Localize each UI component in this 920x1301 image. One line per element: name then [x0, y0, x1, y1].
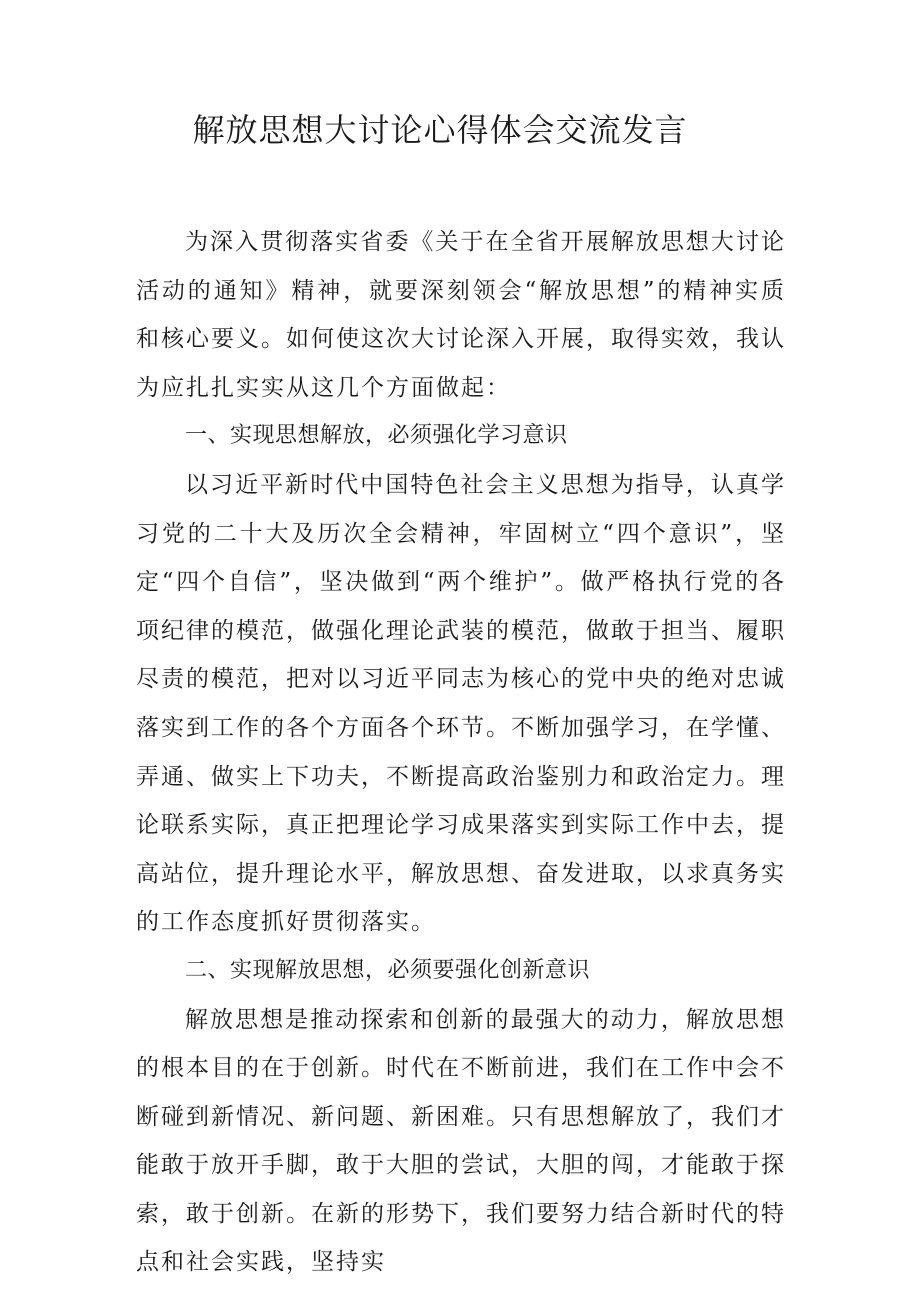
section-1-heading: 一、实现思想解放，必须强化学习意识 [185, 423, 568, 449]
document-title: 解放思想大讨论心得体会交流发言 [192, 111, 688, 149]
section-1-paragraph: 以习近平新时代中国特色社会主义思想为指导，认真学习党的二十大及历次全会精神，牢固树立“四个意识”，坚定“四个自信”，坚决做到“两个维护”。做严格执行党的各项纪律的模范，做强化理论武装的模范，做敢于担当、履职尽责的模范，把对以习近平同志为核心的党中央的绝对忠诚落实到工作的各个方面各个环节。不断加强学习，在学懂、弄通、做实上下功夫，不断提高政治鉴别力和政治定力。理论联系实际，真正把理论学习成果落实到实际工作中去，提高站位，提升理论水平，解放思想、奋发进取，以求真务实的工作态度抓好贯彻落实。 [136, 471, 786, 936]
section-2-paragraph: 解放思想是推动探索和创新的最强大的动力，解放思想的根本目的在于创新。时代在不断前进，我们在工作中会不断碰到新情况、新问题、新困难。只有思想解放了，我们才能敢于放开手脚，敢于大胆的尝试，大胆的闯，才能敢于探索，敢于创新。在新的形势下，我们要努力结合新时代的特点和社会实践，坚持实 [136, 1006, 786, 1276]
intro-paragraph: 为深入贯彻落实省委《关于在全省开展解放思想大讨论活动的通知》精神，就要深刻领会“解放思想”的精神实质和核心要义。如何使这次大讨论深入开展，取得实效，我认为应扎扎实实从这几个方面做起： [136, 229, 786, 401]
document-body [136, 218, 786, 1287]
section-2-heading: 二、实现解放思想，必须要强化创新意识 [185, 957, 591, 983]
